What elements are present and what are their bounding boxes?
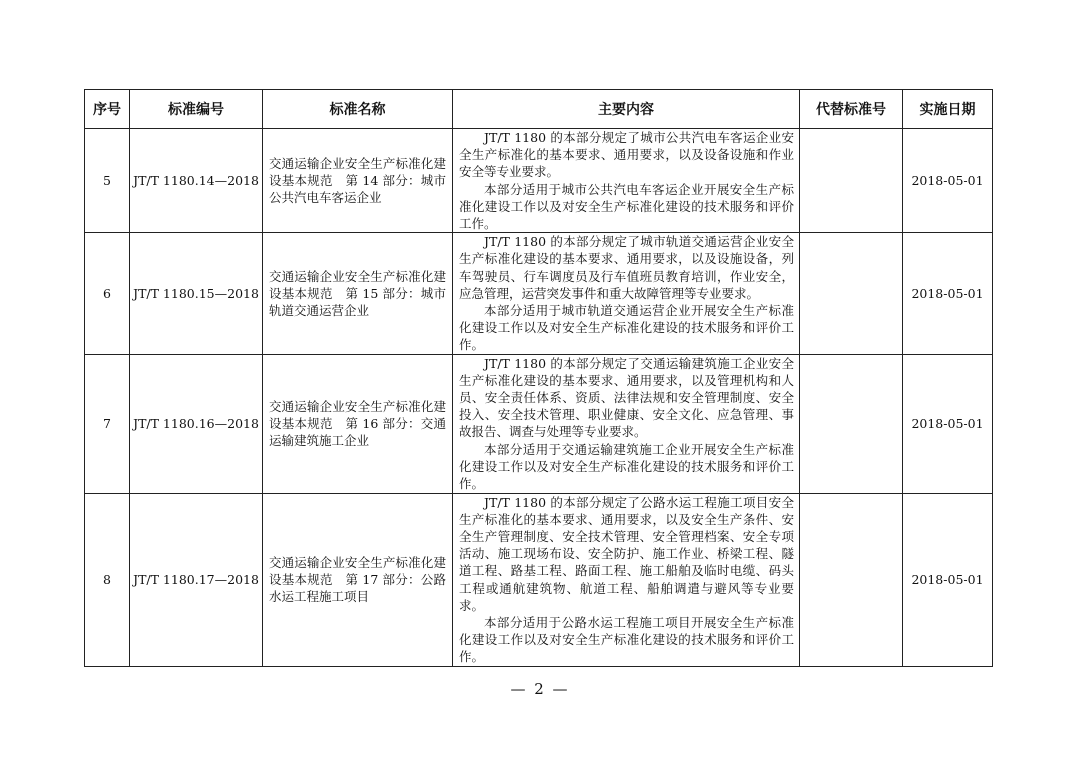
header-content: 主要内容 — [453, 90, 800, 129]
content-paragraph-scope: JT/T 1180 的本部分规定了城市轨道交通运营企业安全生产标准化建设的基本要求、通用要求，以及设施设备，列车驾驶员、行车调度员及行车值班员教育培训，作业安全，应急管理，运营突发事件和重大故障管理等专业要求。 — [459, 234, 794, 301]
content-paragraph-applicability: 本部分适用于城市公共汽电车客运企业开展安全生产标准化建设工作以及对安全生产标准化建设的技术服务和评价工作。 — [459, 181, 794, 232]
table-row — [85, 354, 993, 493]
header-date: 实施日期 — [903, 90, 993, 129]
cell-date: 2018-05-01 — [903, 493, 993, 666]
cell-content — [453, 233, 800, 354]
table-row — [85, 233, 993, 354]
header-code: 标准编号 — [130, 90, 263, 129]
table-header-row — [85, 90, 993, 129]
cell-replaces — [800, 233, 903, 354]
content-paragraph-applicability: 本部分适用于公路水运工程施工项目开展安全生产标准化建设工作以及对安全生产标准化建设的技术服务和评价工作。 — [459, 615, 794, 665]
standards-table — [84, 89, 993, 667]
cell-date: 2018-05-01 — [903, 129, 993, 233]
content-paragraph-applicability: 本部分适用于城市轨道交通运营企业开展安全生产标准化建设工作以及对安全生产标准化建设的技术服务和评价工作。 — [459, 303, 794, 353]
cell-code: JT/T 1180.17—2018 — [130, 493, 263, 666]
content-paragraph-scope: JT/T 1180 的本部分规定了交通运输建筑施工企业安全生产标准化建设的基本要求、通用要求，以及管理机构和人员、安全责任体系、资质、法律法规和安全管理制度、安全投入、安全技术管理、职业健康、安全文化、应急管理、事故报告、调查与处理等专业要求。 — [459, 355, 794, 440]
header-replaces: 代替标准号 — [800, 90, 903, 129]
content-paragraph-applicability: 本部分适用于交通运输建筑施工企业开展安全生产标准化建设工作以及对安全生产标准化建设的技术服务和评价工作。 — [459, 441, 794, 492]
cell-date: 2018-05-01 — [903, 354, 993, 493]
cell-no: 5 — [85, 129, 130, 233]
header-name: 标准名称 — [263, 90, 453, 129]
content-paragraph-scope: JT/T 1180 的本部分规定了城市公共汽电车客运企业安全生产标准化的基本要求、通用要求，以及设备设施和作业安全等专业要求。 — [459, 130, 794, 180]
cell-code: JT/T 1180.15—2018 — [130, 233, 263, 354]
cell-name: 交通运输企业安全生产标准化建设基本规范 第 16 部分：交通运输建筑施工企业 — [263, 354, 453, 493]
content-paragraph-scope: JT/T 1180 的本部分规定了公路水运工程施工项目安全生产标准化的基本要求、通用要求，以及安全生产条件、安全生产管理制度、安全技术管理、安全管理档案、安全专项活动、施工现场布设、安全防护、施工作业、桥梁工程、隧道工程、路基工程、路面工程、施工船舶及临时电缆、码头工程或通航建筑物、航道工程、船舶调遣与避风等专业要求。 — [459, 494, 794, 613]
cell-name: 交通运输企业安全生产标准化建设基本规范 第 17 部分：公路水运工程施工项目 — [263, 493, 453, 666]
cell-date: 2018-05-01 — [903, 233, 993, 354]
cell-no: 8 — [85, 493, 130, 666]
cell-name: 交通运输企业安全生产标准化建设基本规范 第 14 部分：城市公共汽电车客运企业 — [263, 129, 453, 233]
cell-no: 7 — [85, 354, 130, 493]
cell-content — [453, 354, 800, 493]
cell-content — [453, 129, 800, 233]
cell-no: 6 — [85, 233, 130, 354]
cell-replaces — [800, 493, 903, 666]
cell-name: 交通运输企业安全生产标准化建设基本规范 第 15 部分：城市轨道交通运营企业 — [263, 233, 453, 354]
cell-code: JT/T 1180.14—2018 — [130, 129, 263, 233]
header-no: 序号 — [85, 90, 130, 129]
table-row — [85, 129, 993, 233]
cell-content — [453, 493, 800, 666]
page-number: — 2 — — [510, 680, 570, 698]
table-row — [85, 493, 993, 666]
cell-replaces — [800, 129, 903, 233]
cell-code: JT/T 1180.16—2018 — [130, 354, 263, 493]
cell-replaces — [800, 354, 903, 493]
